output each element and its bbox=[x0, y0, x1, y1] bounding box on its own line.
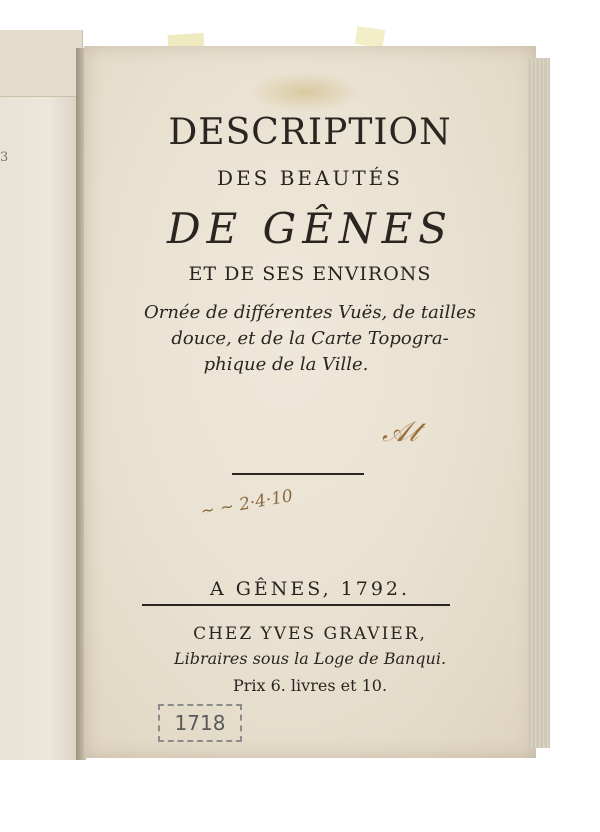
imprint-publisher-location: Libraires sous la Loge de Banqui. bbox=[173, 649, 447, 668]
title-des-beautes: DES BEAUTÉS bbox=[217, 166, 403, 190]
handwritten-price-note: ~ ~ 2·4·10 bbox=[198, 486, 295, 522]
subtitle-line-2: douce, et de la Carte Topogra- bbox=[171, 328, 449, 349]
imprint-price: Prix 6. livres et 10. bbox=[232, 676, 388, 695]
title-de-genes: DE GÊNES bbox=[166, 204, 454, 253]
left-facing-page bbox=[0, 30, 83, 760]
imprint-place-date: A GÊNES, 1792. bbox=[209, 578, 411, 600]
left-margin-mark: 3 bbox=[0, 150, 9, 165]
title-main: DESCRIPTION bbox=[168, 112, 452, 153]
imprint-rule bbox=[142, 604, 450, 606]
ornamental-rule bbox=[232, 473, 364, 475]
title-environs: ET DE SES ENVIRONS bbox=[188, 263, 432, 285]
handwritten-monogram: 𝒜𝓉 bbox=[382, 415, 419, 448]
subtitle-line-3: phique de la Ville. bbox=[203, 354, 369, 375]
left-page-paper-tab bbox=[0, 30, 82, 97]
imprint-publisher: CHEZ YVES GRAVIER, bbox=[193, 624, 427, 644]
bookmark-slip bbox=[355, 26, 385, 48]
foxing-stain bbox=[250, 72, 360, 112]
subtitle-line-1: Ornée de différentes Vuës, de tailles bbox=[143, 302, 477, 323]
library-stamp: 1718 bbox=[158, 704, 242, 742]
